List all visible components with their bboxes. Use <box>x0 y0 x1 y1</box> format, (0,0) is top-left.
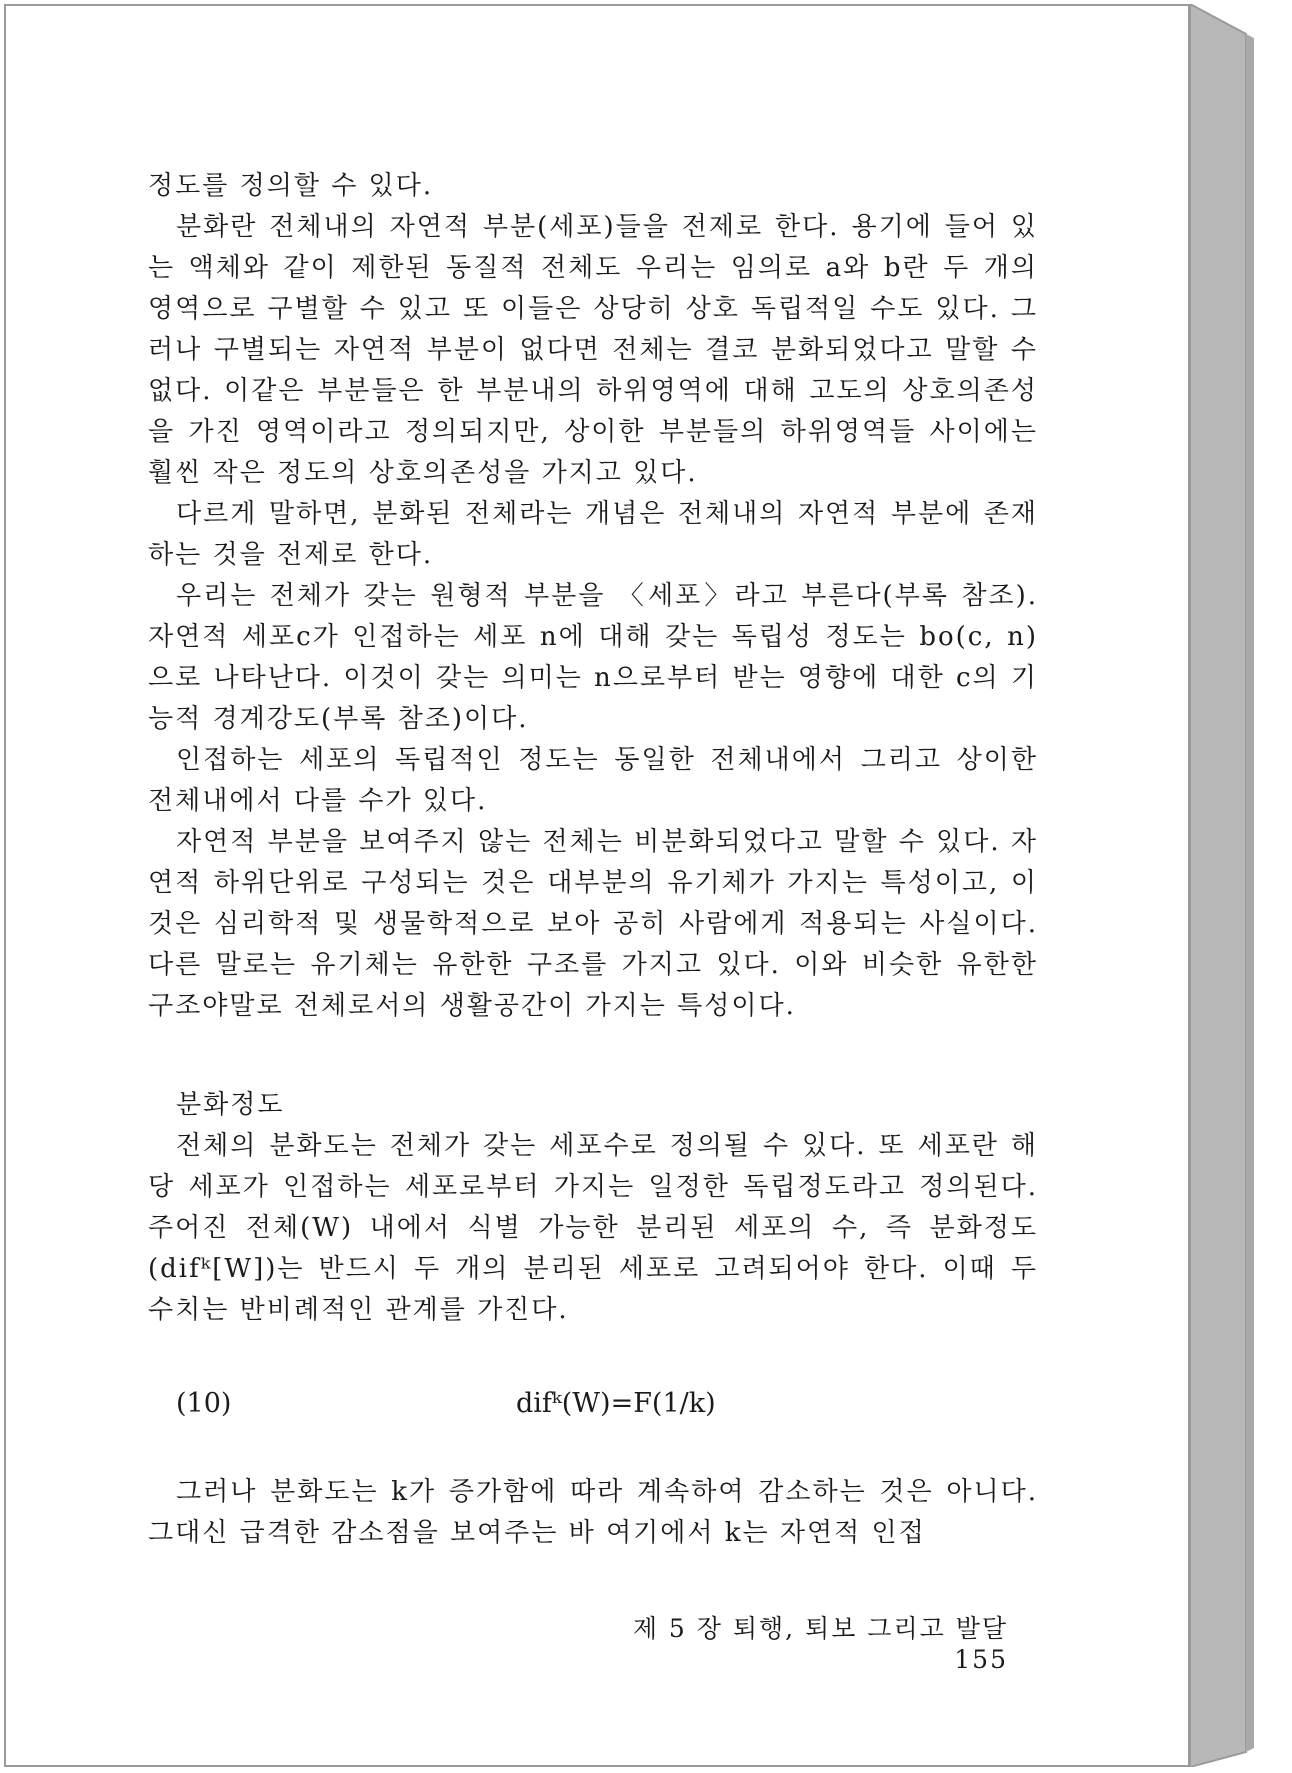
page-footer <box>568 1609 1008 1674</box>
paragraph: 분화란 전체내의 자연적 부분(세포)들을 전제로 한다. 용기에 들어 있는 액체와 같이 제한된 동질적 전체도 우리는 임의로 a와 b란 두 개의 영역으로 구별할 수 있고 또 이들은 상당히 상호 독립적일 수도 있다. 그러나 구별되는 자연적 부분이 없다면 전체는 결코 분화되었다고 말할 수 없다. 이같은 부분들은 한 부분내의 하위영역에 대해 고도의 상호의존성을 가진 영역이라고 정의되지만, 상이한 부분들의 하위영역들 사이에는 훨씬 작은 정도의 상호의존성을 가지고 있다. <box>148 212 1038 488</box>
equation-body: difᵏ(W)=F(1/k) <box>516 1388 716 1419</box>
running-footer-chapter: 제 5 장 퇴행, 퇴보 그리고 발달 <box>632 1614 1008 1643</box>
paragraph: 우리는 전체가 갖는 원형적 부분을 〈세포〉라고 부른다(부록 참조). 자연적 세포c가 인접하는 세포 n에 대해 갖는 독립성 정도는 bo(c, n)으로 나타난다. 이것이 갖는 의미는 n으로부터 받는 영향에 대한 c의 기능적 경계강도(부록 참조)이다. <box>148 581 1038 734</box>
paragraph: 그러나 분화도는 k가 증가함에 따라 계속하여 감소하는 것은 아니다. 그대신 급격한 감소점을 보여주는 바 여기에서 k는 자연적 인접 <box>148 1477 1038 1548</box>
page-stack-edge <box>1190 4 1254 1767</box>
equation-number: (10) <box>176 1388 232 1419</box>
paragraph: 인접하는 세포의 독립적인 정도는 동일한 전체내에서 그리고 상이한 전체내에서 다를 수가 있다. <box>148 745 1038 816</box>
document-page <box>4 4 1190 1767</box>
section-heading: 분화정도 <box>176 1090 285 1120</box>
paragraph: 자연적 부분을 보여주지 않는 전체는 비분화되었다고 말할 수 있다. 자연적 하위단위로 구성되는 것은 대부분의 유기체가 가지는 특성이고, 이것은 심리학적 및 생물학적으로 보아 공히 사람에게 적용되는 사실이다. 다른 말로는 유기체는 유한한 구조를 가지고 있다. 이와 비슷한 유한한 구조야말로 전체로서의 생활공간이 가지는 특성이다. <box>148 827 1038 1021</box>
paragraph: 다르게 말하면, 분화된 전체라는 개념은 전체내의 자연적 부분에 존재하는 것을 전제로 한다. <box>148 499 1038 570</box>
equation <box>148 1383 1038 1424</box>
paragraph: 전체의 분화도는 전체가 갖는 세포수로 정의될 수 있다. 또 세포란 해당 세포가 인접하는 세포로부터 가지는 일정한 독립정도라고 정의된다. 주어진 전체(W) 내에서 식별 가능한 분리된 세포의 수, 즉 분화정도(difᵏ[W])는 반드시 두 개의 분리된 세포로 고려되어야 한다. 이때 두 수치는 반비례적인 관계를 가진다. <box>148 1131 1038 1325</box>
paragraph: 정도를 정의할 수 있다. <box>148 171 434 201</box>
page-body <box>148 166 1038 1554</box>
page-number: 155 <box>954 1645 1008 1674</box>
